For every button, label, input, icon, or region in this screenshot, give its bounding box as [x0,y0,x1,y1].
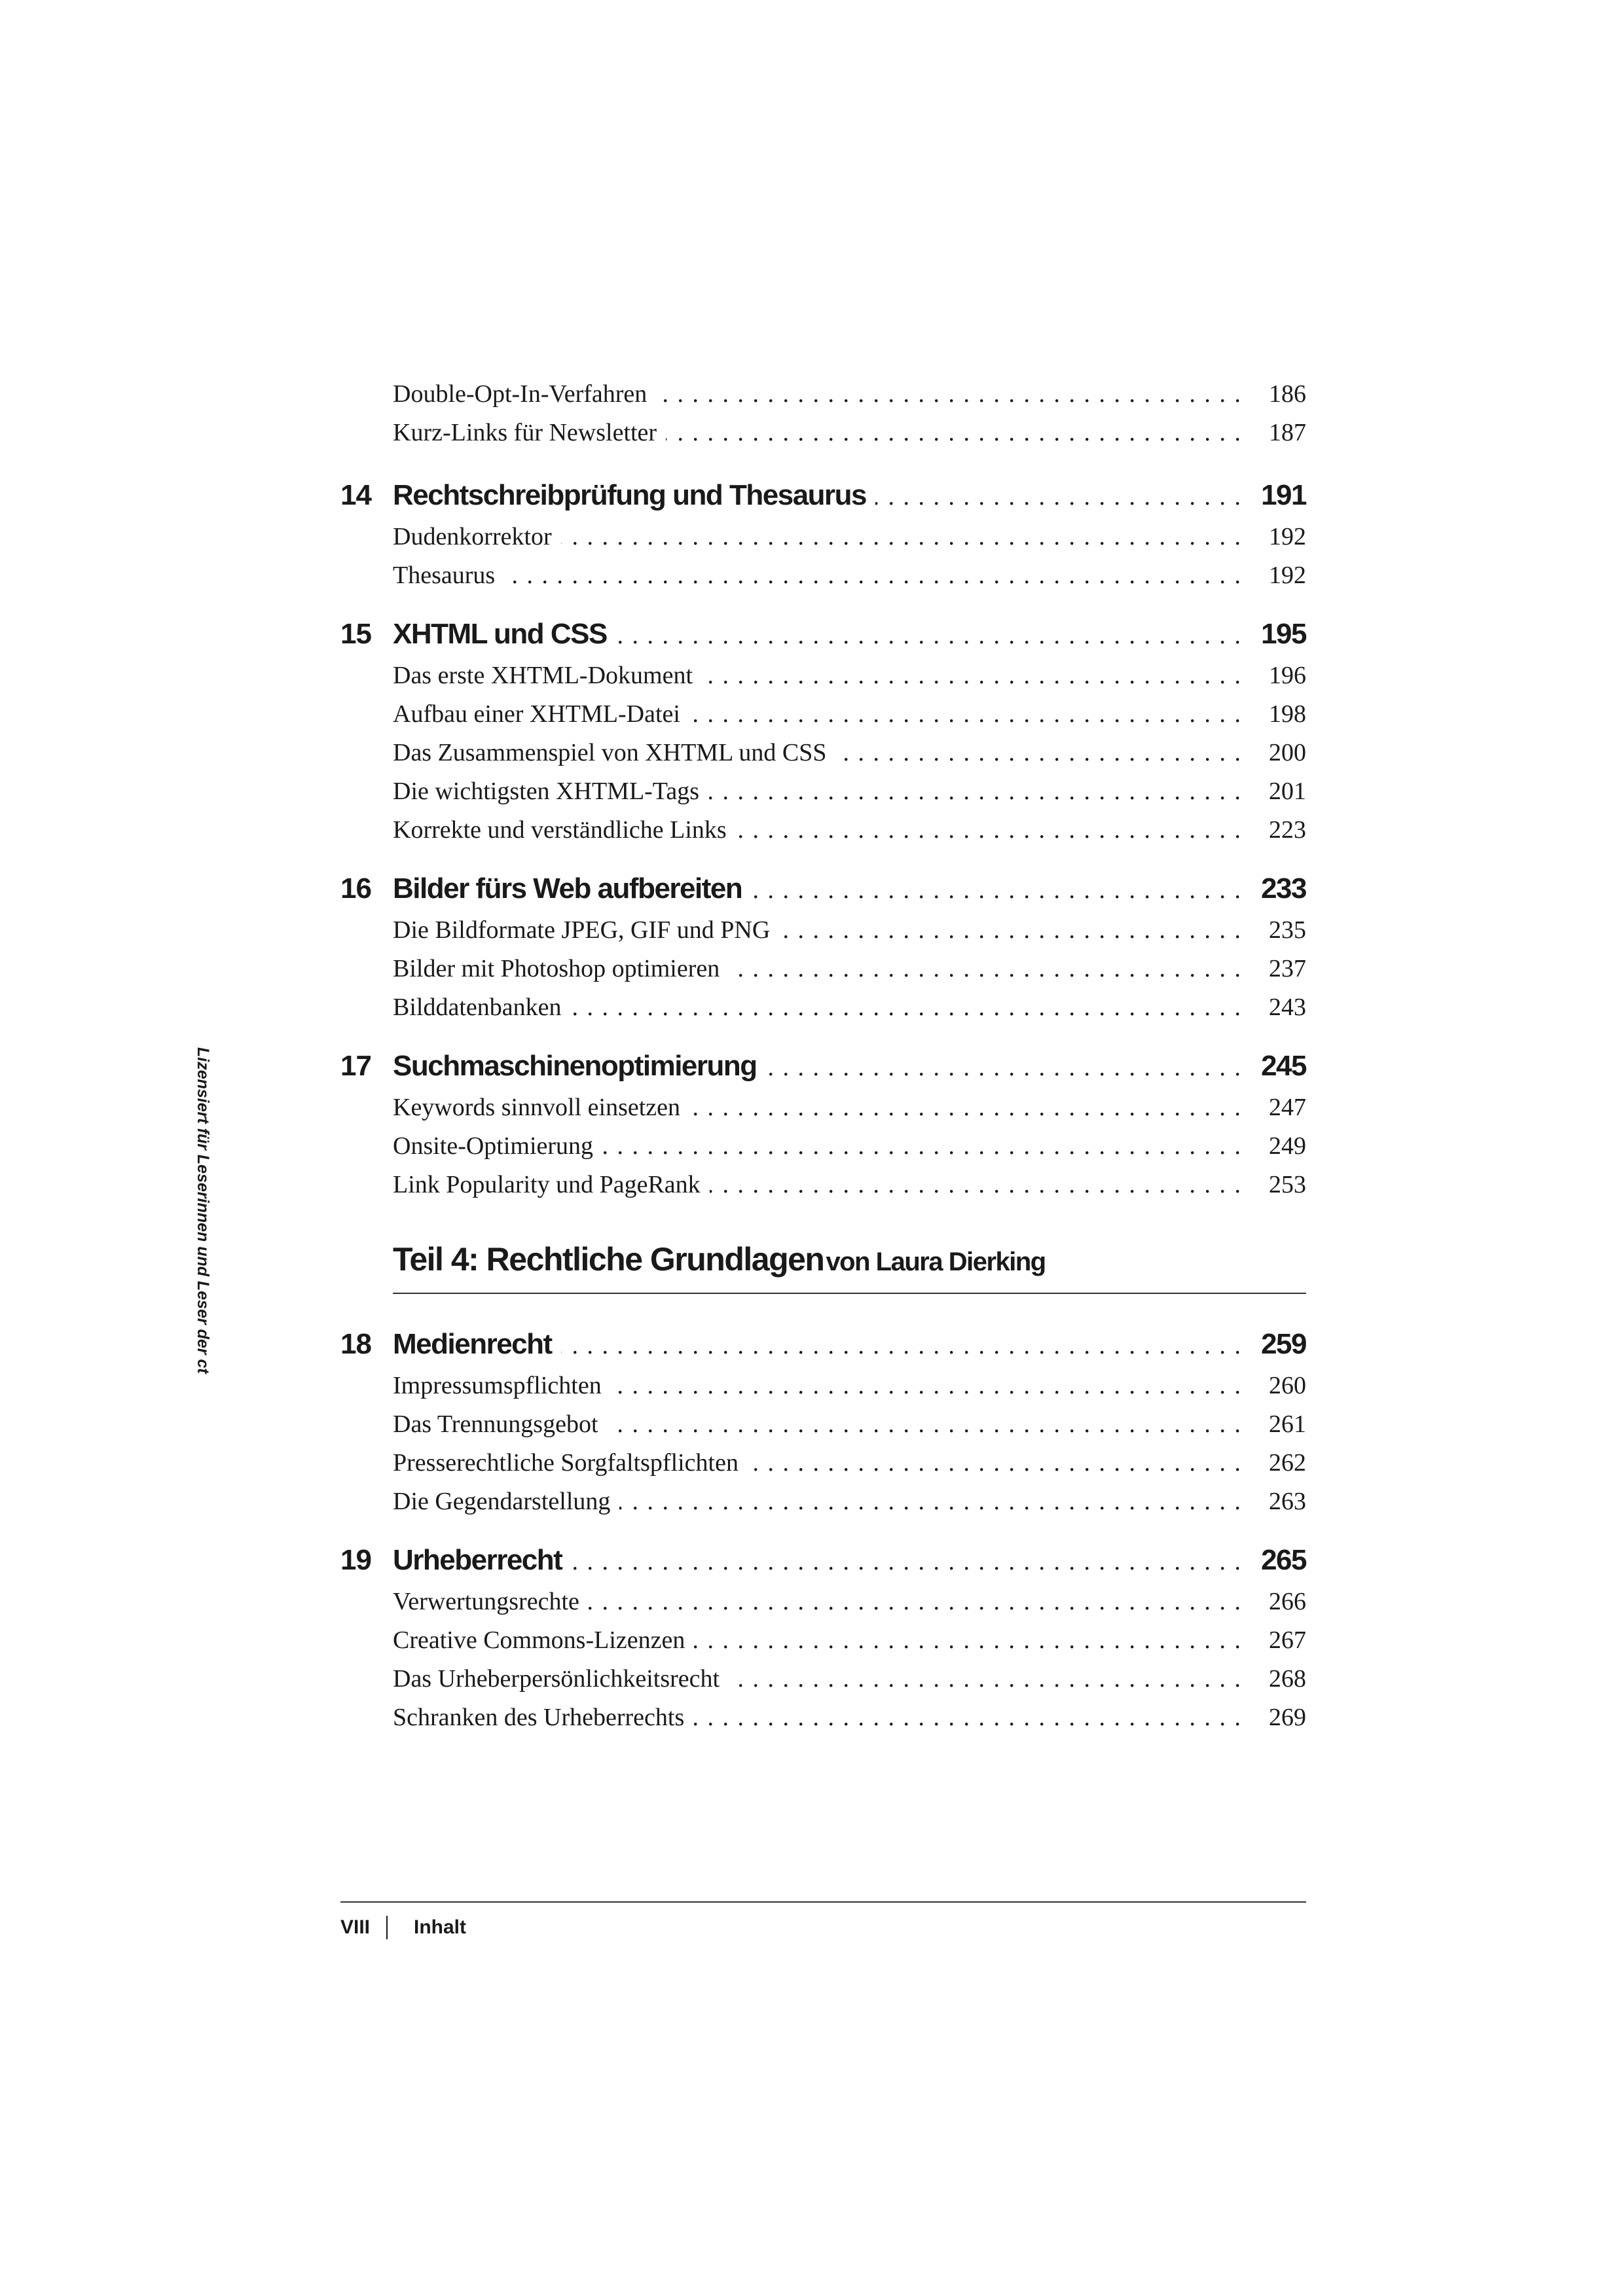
toc-entry-title: Das erste XHTML-Dokument [393,662,693,689]
toc-entry-title: Double-Opt-In-Verfahren [393,380,647,408]
leader-dots [570,993,1241,1022]
leader-dots [729,1664,1241,1693]
toc-entry-title: Onsite-Optimierung [393,1132,594,1160]
toc-entry[interactable] [340,418,1306,457]
toc-entry-page: 243 [1269,994,1306,1021]
leader-dots [666,418,1241,447]
leader-dots [608,1410,1241,1439]
toc-entry[interactable] [340,522,1306,561]
toc-entry[interactable] [340,777,1306,816]
leader-dots [748,1448,1241,1477]
toc-entry-page: 247 [1269,1094,1306,1121]
toc-entry[interactable] [340,1664,1306,1703]
toc-entry-page: 192 [1269,562,1306,589]
toc-entry-title: Impressumspflichten [393,1372,602,1399]
toc-entry-page: 196 [1269,662,1306,689]
leader-dots [836,738,1241,767]
chapter-page: 259 [1261,1328,1306,1360]
toc-entry[interactable] [340,1448,1306,1487]
leader-dots [616,621,1241,650]
toc-entry[interactable] [340,561,1306,600]
toc-entry-page: 201 [1269,778,1306,805]
leader-dots [710,1170,1241,1199]
toc-entry-title: Die Gegendarstellung [393,1488,611,1515]
toc-entry-title: Dudenkorrektor [393,523,552,550]
chapter-page: 245 [1261,1050,1306,1082]
chapter-number: 14 [340,479,371,511]
toc-entry-title: Aufbau einer XHTML-Datei [393,700,680,728]
leader-dots [766,1053,1241,1082]
leader-dots [571,1547,1241,1576]
toc-chapter[interactable] [340,618,1306,661]
toc-entry-title: Link Popularity und PageRank [393,1171,701,1198]
toc-entry-title: Verwertungsrechte [393,1588,579,1615]
chapter-title: XHTML und CSS [393,618,607,650]
leader-dots [589,1587,1241,1616]
toc-entry[interactable] [340,738,1306,777]
leader-dots [708,777,1241,806]
toc-entry-title: Creative Commons-Lizenzen [393,1626,685,1654]
toc-entry[interactable] [340,1170,1306,1209]
leader-dots [702,661,1241,690]
toc-entry-page: 260 [1269,1372,1306,1399]
leader-dots [611,1371,1241,1400]
chapter-title: Bilder fürs Web aufbereiten [393,872,742,905]
leader-dots [504,561,1241,590]
toc-entry-page: 267 [1269,1626,1306,1654]
footer-page-number: VIII [340,1916,371,1938]
toc-entry-title: Keywords sinnvoll einsetzen [393,1094,681,1121]
toc-entry-title: Schranken des Urheberrechts [393,1704,685,1731]
toc-entry-title: Das Zusammenspiel von XHTML und CSS [393,739,827,766]
footer-separator [386,1916,388,1939]
toc-entry-title: Bilddatenbanken [393,994,562,1021]
toc-entry-title: Die wichtigsten XHTML-Tags [393,778,700,805]
toc-entry-page: 261 [1269,1410,1306,1438]
license-watermark: Lizensiert für Leserinnen und Leser der ct [194,1047,212,1374]
toc-entry-title: Presserechtliche Sorgfaltspflichten [393,1449,739,1477]
leader-dots [779,916,1241,944]
toc-entry[interactable] [340,1703,1306,1742]
toc-entry-page: 223 [1269,816,1306,844]
chapter-page: 233 [1261,872,1306,905]
toc-entry[interactable] [340,700,1306,738]
chapter-number: 17 [340,1050,371,1082]
part-author: von Laura Dierking [826,1247,1046,1276]
toc-entry[interactable] [340,993,1306,1031]
toc-entry-page: 237 [1269,955,1306,982]
toc-entry[interactable] [340,1093,1306,1132]
toc-entry-title: Die Bildformate JPEG, GIF und PNG [393,916,771,944]
toc-chapter[interactable] [340,479,1306,522]
chapter-page: 191 [1261,479,1306,511]
toc-entry-page: 269 [1269,1704,1306,1731]
toc-entry[interactable] [340,1587,1306,1626]
toc-chapter[interactable] [340,1050,1306,1093]
toc-entry-page: 266 [1269,1588,1306,1615]
leader-dots [619,1487,1241,1516]
page-footer [340,1901,1306,1939]
toc-entry-page: 268 [1269,1665,1306,1693]
toc-entry[interactable] [340,1626,1306,1664]
footer-section-label: Inhalt [414,1916,466,1938]
toc-entry[interactable] [340,954,1306,993]
toc-entry[interactable] [340,1487,1306,1526]
part-title: Teil 4: Rechtliche Grundlagen [393,1241,824,1278]
toc-entry[interactable] [340,661,1306,700]
chapter-number: 15 [340,618,371,650]
toc-entry-title: Das Urheberpersönlichkeitsrecht [393,1665,720,1693]
chapter-number: 19 [340,1544,371,1576]
leader-dots [694,1626,1241,1655]
toc-entry-title: Korrekte und verständliche Links [393,816,727,844]
chapter-title: Rechtschreibprüfung und Thesaurus [393,479,867,511]
toc-entry-page: 235 [1269,916,1306,944]
leader-dots [689,700,1241,728]
toc-entry[interactable] [340,1371,1306,1410]
toc-entry-page: 262 [1269,1449,1306,1477]
chapter-title: Medienrecht [393,1328,552,1360]
toc-chapter[interactable] [340,1544,1306,1587]
toc-entry-page: 200 [1269,739,1306,766]
toc-entry[interactable] [340,380,1306,418]
toc-entry-page: 192 [1269,523,1306,550]
chapter-title: Suchmaschinenoptimierung [393,1050,757,1082]
toc-entry-page: 187 [1269,419,1306,446]
leader-dots [656,380,1241,408]
chapter-page: 195 [1261,618,1306,650]
toc-entry-title: Thesaurus [393,562,496,589]
toc-chapter[interactable] [340,872,1306,916]
toc-entry-page: 186 [1269,380,1306,408]
leader-dots [689,1093,1241,1122]
leader-dots [561,1331,1241,1360]
toc-entry-title: Kurz-Links für Newsletter [393,419,657,446]
chapter-title: Urheberrecht [393,1544,562,1576]
leader-dots [751,876,1241,905]
leader-dots [736,816,1241,844]
toc-entry[interactable] [340,816,1306,854]
chapter-page: 265 [1261,1544,1306,1576]
leader-dots [875,482,1241,511]
chapter-number: 16 [340,872,371,905]
toc-entry-page: 253 [1269,1171,1306,1198]
toc-entry[interactable] [340,1410,1306,1448]
chapter-number: 18 [340,1328,371,1360]
toc-entry-page: 198 [1269,700,1306,728]
table-of-contents [340,380,1306,1742]
toc-entry-page: 249 [1269,1132,1306,1160]
toc-entry[interactable] [340,1132,1306,1170]
leader-dots [602,1132,1241,1160]
toc-entry-page: 263 [1269,1488,1306,1515]
toc-chapter[interactable] [340,1328,1306,1371]
toc-entry[interactable] [340,916,1306,954]
toc-entry-title: Bilder mit Photoshop optimieren [393,955,720,982]
part-heading [393,1240,1306,1294]
leader-dots [693,1703,1241,1732]
leader-dots [729,954,1241,983]
toc-entry-title: Das Trennungsgebot [393,1410,598,1438]
leader-dots [561,522,1241,551]
